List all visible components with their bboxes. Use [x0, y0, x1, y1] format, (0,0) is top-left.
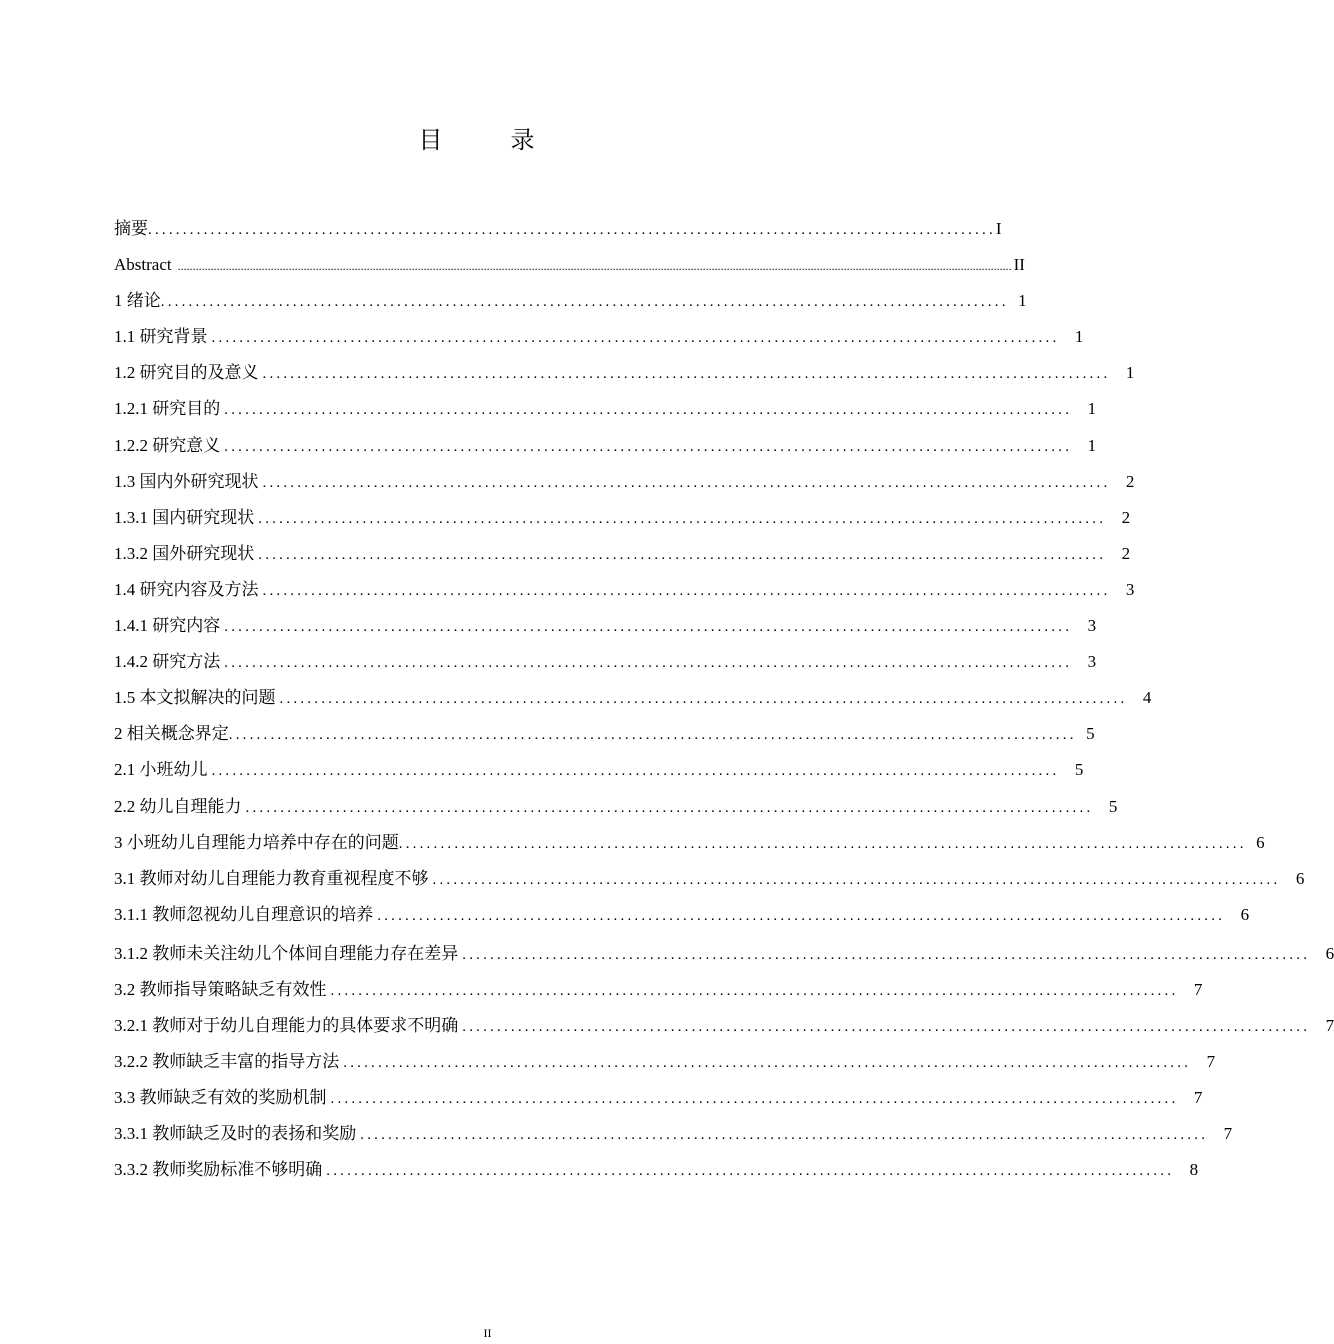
toc-entry[interactable]: [114, 897, 1250, 933]
toc-entry-page: 2: [1125, 471, 1135, 491]
toc-entry-label: 3.1 教师对幼儿自理能力教育重视程度不够: [114, 868, 429, 888]
toc-leader-dots: ..........................................................................................................................: [211, 763, 1060, 780]
toc-entry-page: 3: [1125, 579, 1135, 599]
toc-entry[interactable]: [114, 319, 1084, 355]
toc-entry[interactable]: [114, 464, 1135, 500]
toc-entry-label: 2.1 小班幼儿: [114, 760, 208, 780]
toc-entry[interactable]: [114, 428, 1097, 464]
toc-leader-dots: ..........................................................................................................................: [343, 1055, 1192, 1072]
toc-entry-label: 1.4 研究内容及方法: [114, 579, 259, 599]
toc-entry-page: 5: [1086, 724, 1095, 744]
toc-leader-dots: ..........................................................................................................................: [326, 1163, 1175, 1180]
toc-leader-dots: ..........................................................................................................................: [377, 907, 1226, 924]
toc-entry-page: II: [1013, 255, 1025, 275]
toc-leader-dots: ..........................................................................................................................: [360, 1127, 1209, 1144]
table-of-contents: [114, 211, 1334, 1188]
toc-leader-dots: ..........................................................................................................................: [224, 438, 1073, 455]
toc-entry-page: 2: [1121, 543, 1131, 563]
toc-entry[interactable]: [114, 680, 1152, 716]
toc-entry-page: 1: [1125, 363, 1135, 383]
toc-entry-label: 3.2.1 教师对于幼儿自理能力的具体要求不明确: [114, 1015, 459, 1035]
toc-leader-dots: ..........................................................................................................................: [224, 655, 1073, 672]
toc-entry-label: 摘要: [114, 219, 148, 238]
toc-entry-label: 1.2.2 研究意义: [114, 435, 221, 455]
toc-leader-dots: ..........................................................................................................................: [160, 294, 1009, 311]
toc-entry-page: 4: [1142, 688, 1152, 708]
toc-entry-page: 7: [1193, 1088, 1203, 1108]
toc-leader-dots: ..........................................................................................................................: [432, 871, 1281, 888]
toc-entry-label: 1.4.2 研究方法: [114, 652, 221, 672]
toc-entry-page: 5: [1074, 760, 1084, 780]
toc-leader-dots: ..........................................................................................................................: [211, 330, 1060, 347]
toc-leader-dots: ......................................................................................................................................................................................................................................................................................: [177, 259, 1012, 274]
toc-entry[interactable]: [114, 825, 1265, 861]
toc-entry-page: 3: [1087, 652, 1097, 672]
toc-entry[interactable]: [114, 644, 1097, 680]
toc-entry-page: 1: [1018, 291, 1027, 311]
toc-entry-label: 1.2.1 研究目的: [114, 399, 221, 419]
toc-entry-label: 1.1 研究背景: [114, 327, 208, 347]
toc-entry-page: 6: [1295, 868, 1305, 888]
toc-leader-dots: ..........................................................................................................................: [258, 510, 1107, 527]
toc-entry-abstract-en[interactable]: [114, 247, 1025, 283]
toc-entry-label: 1.3.2 国外研究现状: [114, 543, 255, 563]
toc-entry-page: 7: [1223, 1124, 1233, 1144]
toc-entry-label: 3 小班幼儿自理能力培养中存在的问题: [114, 832, 399, 852]
toc-leader-dots: ..........................................................................................................................: [262, 582, 1111, 599]
toc-entry-label: 1.3.1 国内研究现状: [114, 507, 255, 527]
toc-entry[interactable]: [114, 283, 1027, 319]
toc-leader-dots: ..........................................................................................................................: [148, 222, 996, 238]
toc-entry-label: 3.1.1 教师忽视幼儿自理意识的培养: [114, 904, 374, 924]
toc-entry-label: Abstract: [114, 255, 172, 275]
toc-entry-label: 2.2 幼儿自理能力: [114, 796, 242, 816]
toc-entry-label: 1.5 本文拟解决的问题: [114, 688, 276, 708]
toc-leader-dots: ..........................................................................................................................: [224, 619, 1073, 636]
toc-entry[interactable]: [114, 861, 1305, 897]
toc-entry[interactable]: [114, 1008, 1334, 1044]
toc-entry[interactable]: [114, 1152, 1199, 1188]
toc-entry-abstract-cn[interactable]: [114, 211, 1002, 247]
toc-entry[interactable]: [114, 500, 1131, 536]
toc-entry-page: 6: [1256, 832, 1265, 852]
toc-entry[interactable]: [114, 391, 1097, 427]
toc-entry-label: 1.3 国内外研究现状: [114, 471, 259, 491]
toc-entry[interactable]: [114, 572, 1135, 608]
page-title: 目 录: [418, 126, 557, 154]
toc-entry[interactable]: [114, 1080, 1203, 1116]
footer-page-number: II: [483, 1326, 492, 1340]
toc-entry-page: 6: [1325, 943, 1334, 963]
toc-entry-page: 6: [1240, 904, 1250, 924]
toc-entry-label: 2 相关概念界定: [114, 724, 229, 744]
toc-entry[interactable]: [114, 972, 1203, 1008]
toc-entry-label: 3.2.2 教师缺乏丰富的指导方法: [114, 1052, 340, 1072]
toc-entry[interactable]: [114, 933, 1334, 972]
toc-entry[interactable]: [114, 608, 1097, 644]
toc-entry-page: 7: [1206, 1052, 1216, 1072]
toc-entry-page: 2: [1121, 507, 1131, 527]
toc-leader-dots: ..........................................................................................................................: [330, 982, 1179, 999]
toc-entry-label: 3.2 教师指导策略缺乏有效性: [114, 979, 327, 999]
toc-entry[interactable]: [114, 1044, 1216, 1080]
toc-leader-dots: ..........................................................................................................................: [462, 946, 1311, 963]
toc-entry-label: 3.3.1 教师缺乏及时的表扬和奖励: [114, 1124, 357, 1144]
toc-entry[interactable]: [114, 355, 1135, 391]
toc-entry[interactable]: [114, 789, 1118, 825]
toc-entry-page: 3: [1087, 616, 1097, 636]
toc-entry-label: 1.2 研究目的及意义: [114, 363, 259, 383]
toc-leader-dots: ..........................................................................................................................: [279, 691, 1128, 708]
toc-leader-dots: ..........................................................................................................................: [262, 366, 1111, 383]
toc-leader-dots: ..........................................................................................................................: [398, 835, 1247, 852]
toc-entry-page: 1: [1087, 435, 1097, 455]
toc-leader-dots: ..........................................................................................................................: [262, 474, 1111, 491]
toc-leader-dots: ..........................................................................................................................: [330, 1091, 1179, 1108]
toc-leader-dots: ..........................................................................................................................: [258, 546, 1107, 563]
toc-leader-dots: ..........................................................................................................................: [245, 799, 1094, 816]
toc-entry-label: 3.1.2 教师未关注幼儿个体间自理能力存在差异: [114, 943, 459, 963]
toc-leader-dots: ..........................................................................................................................: [224, 402, 1073, 419]
toc-entry-label: 3.3 教师缺乏有效的奖励机制: [114, 1088, 327, 1108]
toc-entry[interactable]: [114, 752, 1084, 788]
toc-entry-label: 3.3.2 教师奖励标准不够明确: [114, 1160, 323, 1180]
toc-entry-page: 8: [1189, 1160, 1199, 1180]
toc-entry-page: 1: [1087, 399, 1097, 419]
toc-entry-page: 1: [1074, 327, 1084, 347]
toc-leader-dots: ..........................................................................................................................: [462, 1018, 1311, 1035]
toc-entry-page: 7: [1325, 1015, 1334, 1035]
toc-entry[interactable]: [114, 1116, 1233, 1152]
toc-entry-label: 1 绪论: [114, 291, 161, 311]
toc-entry-page: 5: [1108, 796, 1118, 816]
toc-entry[interactable]: [114, 536, 1131, 572]
toc-entry-page: 7: [1193, 979, 1203, 999]
toc-entry-page: I: [995, 219, 1002, 238]
toc-entry[interactable]: [114, 716, 1095, 752]
toc-entry-label: 1.4.1 研究内容: [114, 616, 221, 636]
toc-leader-dots: ..........................................................................................................................: [228, 727, 1077, 744]
